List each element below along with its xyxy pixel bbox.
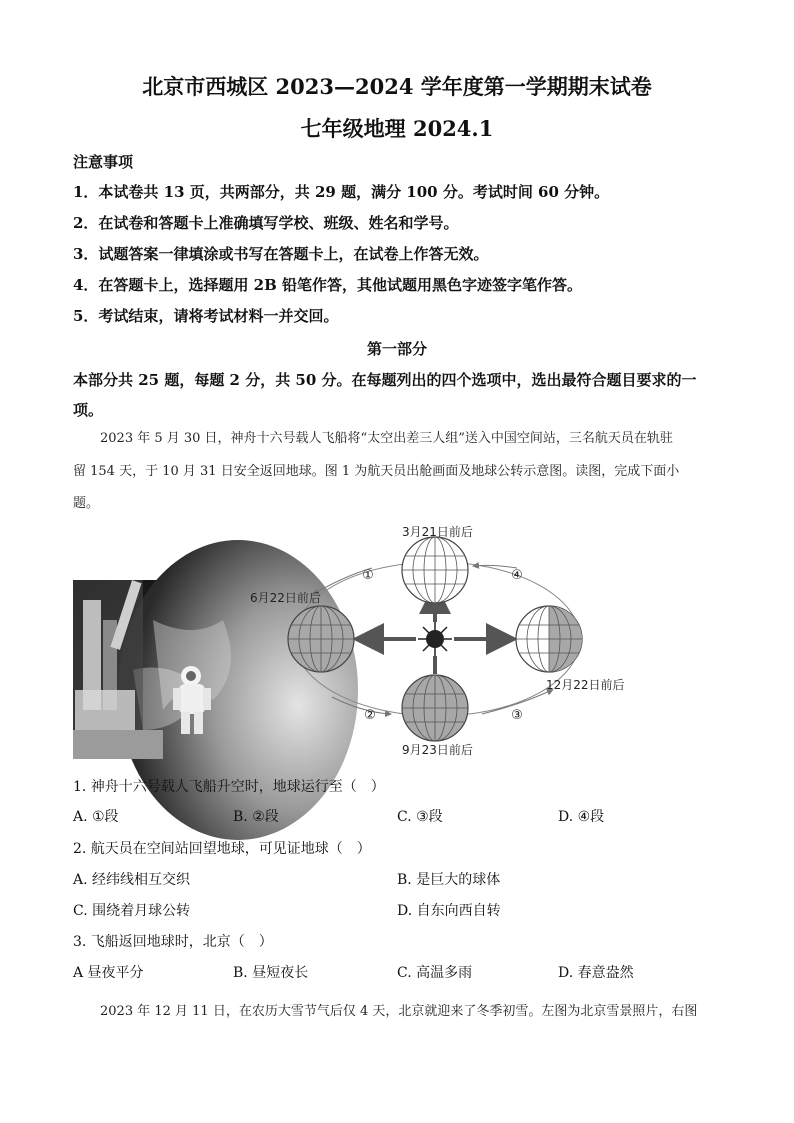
date-label-jun22: 6月22日前后 [250,591,321,605]
question-3-stem: 3. 飞船返回地球时，北京（ ） [73,934,273,950]
notice-heading: 注意事项 [73,153,134,171]
date-label-mar21: 3月21日前后 [402,525,473,539]
page-title: 北京市西城区 2023—2024 学年度第一学期期末试卷 [142,74,652,99]
segment-label-2: ② [364,708,376,723]
question-3-option-b: B. 昼短夜长 [233,965,309,981]
notice-item-4: 4．在答题卡上，选择题用 2B 铅笔作答，其他试题用黑色字迹签字笔作答。 [73,276,582,294]
question-2-option-c: C. 围绕着月球公转 [73,903,191,919]
orbit-arrow-2 [332,697,390,714]
date-label-dec22: 12月22日前后 [546,678,625,692]
notice-item-2: 2．在试卷和答题卡上准确填写学校、班级、姓名和学号。 [73,214,459,232]
part1-heading: 第一部分 [366,340,427,358]
question-1-option-d: D. ④段 [558,809,605,825]
segment-label-3: ③ [511,708,523,723]
question-2-stem: 2. 航天员在空间站回望地球，可见证地球（ ） [73,841,371,857]
question-3-option-c: C. 高温多雨 [397,965,473,981]
sun-icon [418,622,452,656]
page-subtitle: 七年级地理 2024.1 [300,116,494,141]
notice-item-5: 5．考试结束，请将考试材料一并交回。 [73,307,339,325]
question-3-option-a: A 昼夜平分 [73,965,144,981]
passage2-line1: 2023 年 12 月 11 日，在农历大雪节气后仅 4 天，北京就迎来了冬季初雪。左图为北京雪景照片，右图 [100,1004,698,1019]
passage1-line2: 留 154 天，于 10 月 31 日安全返回地球。图 1 为航天员出舱画面及地球公转示意图。读图，完成下面小 [73,464,680,479]
segment-label-1: ① [362,568,374,583]
question-1-option-c: C. ③段 [397,809,443,825]
date-label-sep23: 9月23日前后 [402,743,473,757]
part1-intro-line2: 项。 [73,401,104,419]
globe-sep23 [402,675,468,741]
segment-label-4: ④ [511,568,523,583]
question-3-option-d: D. 春意盎然 [558,965,634,981]
question-2-option-b: B. 是巨大的球体 [397,872,501,888]
astronaut-photo-graphic [73,580,249,759]
passage1-line1: 2023 年 5 月 30 日，神舟十六号载人飞船将“太空出差三人组”送入中国空间站，三名航天员在轨驻 [100,431,673,446]
notice-item-1: 1．本试卷共 13 页，共两部分，共 29 题，满分 100 分。考试时间 60 分钟。 [73,183,610,201]
globe-jun22 [288,606,354,672]
part1-intro-line1: 本部分共 25 题，每题 2 分，共 50 分。在每题列出的四个选项中，选出最符合题目要求的一 [73,371,697,389]
passage1-line3: 题。 [73,496,100,511]
question-2-option-a: A. 经纬线相互交织 [73,872,191,888]
astronaut-photo [73,580,249,759]
question-2-option-d: D. 自东向西自转 [397,903,501,919]
question-1-option-b: B. ②段 [233,809,279,825]
question-1-option-a: A. ①段 [73,809,119,825]
notice-item-3: 3．试题答案一律填涂或书写在答题卡上，在试卷上作答无效。 [73,245,489,263]
question-1-stem: 1. 神舟十六号载人飞船升空时，地球运行至（ ） [73,779,385,795]
earth-revolution-diagram [250,522,642,770]
globe-mar21 [402,537,468,603]
globe-dec22 [516,606,582,672]
